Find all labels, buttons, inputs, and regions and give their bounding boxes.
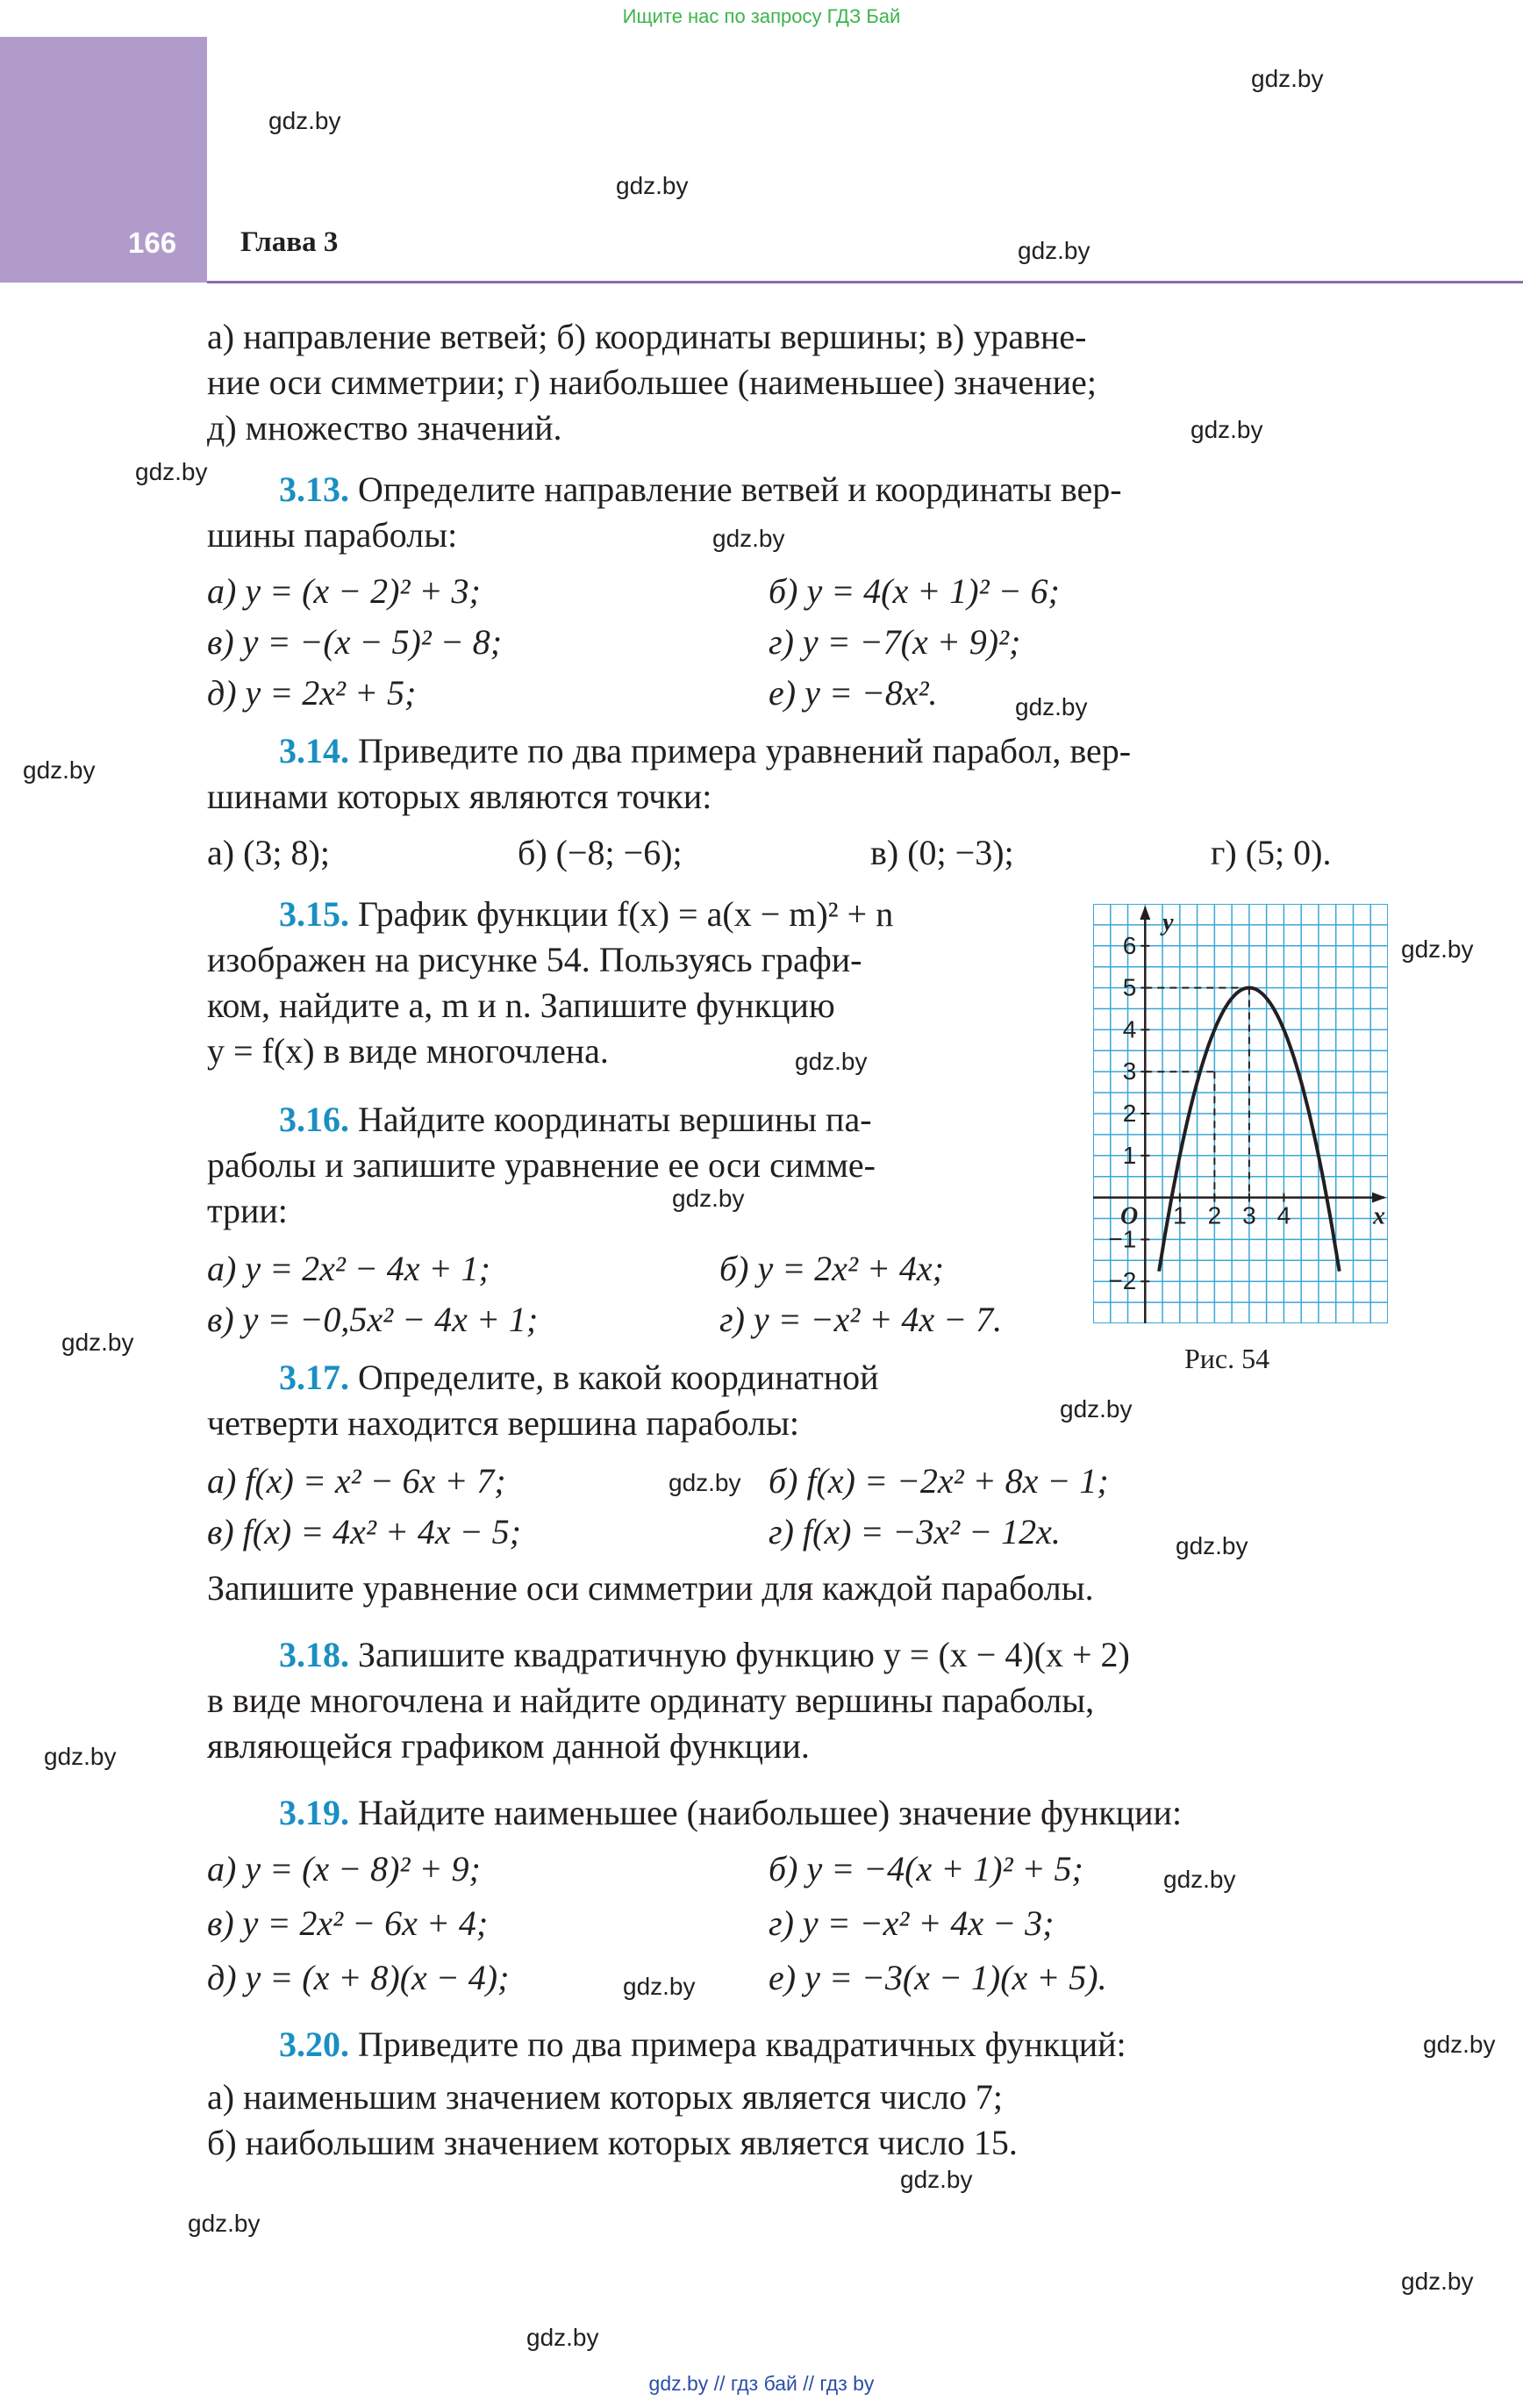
exercise-text: трии:: [207, 1191, 288, 1230]
watermark: gdz.by: [1251, 65, 1324, 92]
formula-item: е) y = −8x².: [769, 673, 938, 713]
formula-item: в) y = −0,5x² − 4x + 1;: [207, 1300, 539, 1339]
intro-line: ние оси симметрии; г) наибольшее (наименьшее) значение;: [207, 362, 1097, 402]
exercise-3-13-heading: [279, 467, 1122, 512]
watermark: gdz.by: [61, 1329, 134, 1356]
exercise-3-14-heading: [279, 728, 1131, 774]
exercise-number: 3.20.: [279, 2025, 349, 2064]
formula-item: а) y = 2x² − 4x + 1;: [207, 1249, 490, 1288]
exercise-text: Запишите квадратичную функцию y = (x − 4)(x + 2): [358, 1635, 1130, 1674]
formula-item: д) y = 2x² + 5;: [207, 673, 417, 713]
watermark: gdz.by: [1015, 693, 1088, 720]
watermark: gdz.by: [623, 1973, 696, 2000]
x-tick-label: 3: [1242, 1201, 1256, 1229]
exercise-number: 3.15.: [279, 894, 349, 934]
exercise-text: изображен на рисунке 54. Пользуясь графи-: [207, 940, 862, 979]
exercise-number: 3.19.: [279, 1793, 349, 1832]
x-tick-label: 2: [1207, 1201, 1222, 1229]
formula-item: г) y = −x² + 4x − 3;: [769, 1903, 1055, 1943]
x-tick-label: 1: [1173, 1201, 1187, 1229]
exercise-3-16-heading: [279, 1097, 872, 1143]
exercise-text: Найдите наименьшее (наибольшее) значение функции:: [358, 1793, 1183, 1832]
formula-item: е) y = −3(x − 1)(x + 5).: [769, 1958, 1107, 1997]
formula-item: б) f(x) = −2x² + 8x − 1;: [769, 1461, 1109, 1501]
watermark: gdz.by: [1176, 1532, 1248, 1559]
x-tick-label: 4: [1276, 1201, 1291, 1229]
watermark: gdz.by: [712, 525, 785, 552]
figure-caption: Рис. 54: [1184, 1343, 1270, 1374]
exercise-text: являющейся графиком данной функции.: [207, 1726, 810, 1766]
header-rule: [207, 281, 1523, 283]
watermark: gdz.by: [1060, 1395, 1133, 1423]
y-axis-label: y: [1162, 909, 1174, 936]
exercise-number: 3.13.: [279, 469, 349, 509]
point-item: в) (0; −3);: [870, 833, 1014, 872]
formula-item: б) y = 4(x + 1)² − 6;: [769, 571, 1060, 611]
page-number: 166: [128, 226, 177, 259]
exercise-text: б) наибольшим значением которых является число 15.: [207, 2123, 1018, 2162]
formula-item: в) f(x) = 4x² + 4x − 5;: [207, 1512, 521, 1552]
watermark: gdz.by: [616, 172, 689, 199]
formula-item: б) y = −4(x + 1)² + 5;: [769, 1849, 1083, 1888]
watermark: gdz.by: [44, 1743, 117, 1770]
y-tick-label: 6: [1122, 931, 1137, 959]
exercise-text: шины параболы:: [207, 515, 458, 555]
watermark: gdz.by: [1018, 237, 1090, 264]
formula-item: г) f(x) = −3x² − 12x.: [769, 1512, 1061, 1552]
formula-item: а) y = (x − 2)² + 3;: [207, 571, 481, 611]
y-tick-label: 2: [1122, 1100, 1137, 1127]
point-item: а) (3; 8);: [207, 833, 330, 872]
exercise-number: 3.16.: [279, 1100, 349, 1139]
intro-line: д) множество значений.: [207, 408, 562, 448]
chapter-title: Глава 3: [240, 226, 339, 258]
exercise-text: Приведите по два примера уравнений парабол, вер-: [358, 731, 1132, 770]
y-tick-label: 1: [1122, 1141, 1137, 1169]
formula-item: а) f(x) = x² − 6x + 7;: [207, 1461, 506, 1501]
watermark: gdz.by: [1423, 2031, 1496, 2058]
exercise-text: Определите направление ветвей и координаты вер-: [358, 469, 1122, 509]
formula-item: г) y = −7(x + 9)²;: [769, 622, 1021, 662]
formula-item: г) y = −x² + 4x − 7.: [719, 1300, 1003, 1339]
exercise-3-20-heading: [279, 2022, 1126, 2068]
watermark: gdz.by: [23, 756, 96, 784]
exercise-number: 3.14.: [279, 731, 349, 770]
watermark: gdz.by: [795, 1048, 868, 1075]
y-tick-label: −1: [1108, 1225, 1137, 1253]
exercise-number: 3.18.: [279, 1635, 349, 1674]
exercise-text: Приведите по два примера квадратичных функций:: [358, 2025, 1126, 2064]
formula-item: б) y = 2x² + 4x;: [719, 1249, 944, 1288]
exercise-text: а) наименьшим значением которых является число 7;: [207, 2077, 1004, 2117]
y-tick-label: 5: [1122, 973, 1137, 1001]
point-item: г) (5; 0).: [1211, 833, 1332, 872]
watermark: gdz.by: [1401, 2268, 1474, 2295]
watermark: gdz.by: [268, 107, 341, 134]
y-tick-label: −2: [1108, 1267, 1137, 1295]
origin-label: O: [1120, 1202, 1139, 1230]
intro-line: а) направление ветвей; б) координаты вершины; в) уравне-: [207, 317, 1087, 356]
formula-item: в) y = −(x − 5)² − 8;: [207, 622, 503, 662]
exercise-text: Запишите уравнение оси симметрии для каждой параболы.: [207, 1568, 1094, 1608]
exercise-text: График функции f(x) = a(x − m)² + n: [358, 894, 894, 934]
watermark: gdz.by: [135, 458, 208, 485]
exercise-text: ком, найдите a, m и n. Запишите функцию: [207, 985, 835, 1025]
chart-grid: [1093, 904, 1388, 1323]
exercise-3-17-heading: [279, 1355, 879, 1401]
watermark: gdz.by: [1191, 416, 1263, 443]
exercise-text: четверти находится вершина параболы:: [207, 1403, 799, 1443]
watermark: gdz.by: [900, 2166, 973, 2193]
point-item: б) (−8; −6);: [518, 833, 683, 872]
y-tick-label: 3: [1122, 1057, 1137, 1086]
exercise-3-18-heading: [279, 1632, 1130, 1678]
watermark: gdz.by: [1401, 935, 1474, 963]
formula-item: а) y = (x − 8)² + 9;: [207, 1849, 481, 1888]
formula-item: д) y = (x + 8)(x − 4);: [207, 1958, 510, 1997]
watermark: gdz.by: [669, 1469, 741, 1496]
x-axis-label: x: [1373, 1202, 1385, 1230]
exercise-text: в виде многочлена и найдите ординату вершины параболы,: [207, 1681, 1095, 1720]
watermark: gdz.by: [526, 2324, 599, 2351]
watermark: gdz.by: [672, 1185, 745, 1212]
exercise-text: y = f(x) в виде многочлена.: [207, 1031, 609, 1071]
exercise-3-19-heading: [279, 1790, 1182, 1836]
exercise-text: шинами которых являются точки:: [207, 777, 712, 816]
y-tick-label: 4: [1122, 1015, 1137, 1043]
exercise-text: Определите, в какой координатной: [358, 1358, 879, 1397]
exercise-text: раболы и запишите уравнение ее оси симме-: [207, 1145, 876, 1185]
watermark: gdz.by: [1163, 1866, 1236, 1893]
exercise-number: 3.17.: [279, 1358, 349, 1397]
watermark: gdz.by: [188, 2210, 261, 2237]
formula-item: в) y = 2x² − 6x + 4;: [207, 1903, 489, 1943]
exercise-3-15-heading: [279, 892, 893, 937]
figure-54-graph: [1093, 904, 1388, 1323]
exercise-text: Найдите координаты вершины па-: [358, 1100, 872, 1139]
top-banner: Ищите нас по запросу ГДЗ Бай: [622, 5, 901, 27]
bottom-links[interactable]: gdz.by // гдз бай // гдз by: [648, 2372, 875, 2395]
